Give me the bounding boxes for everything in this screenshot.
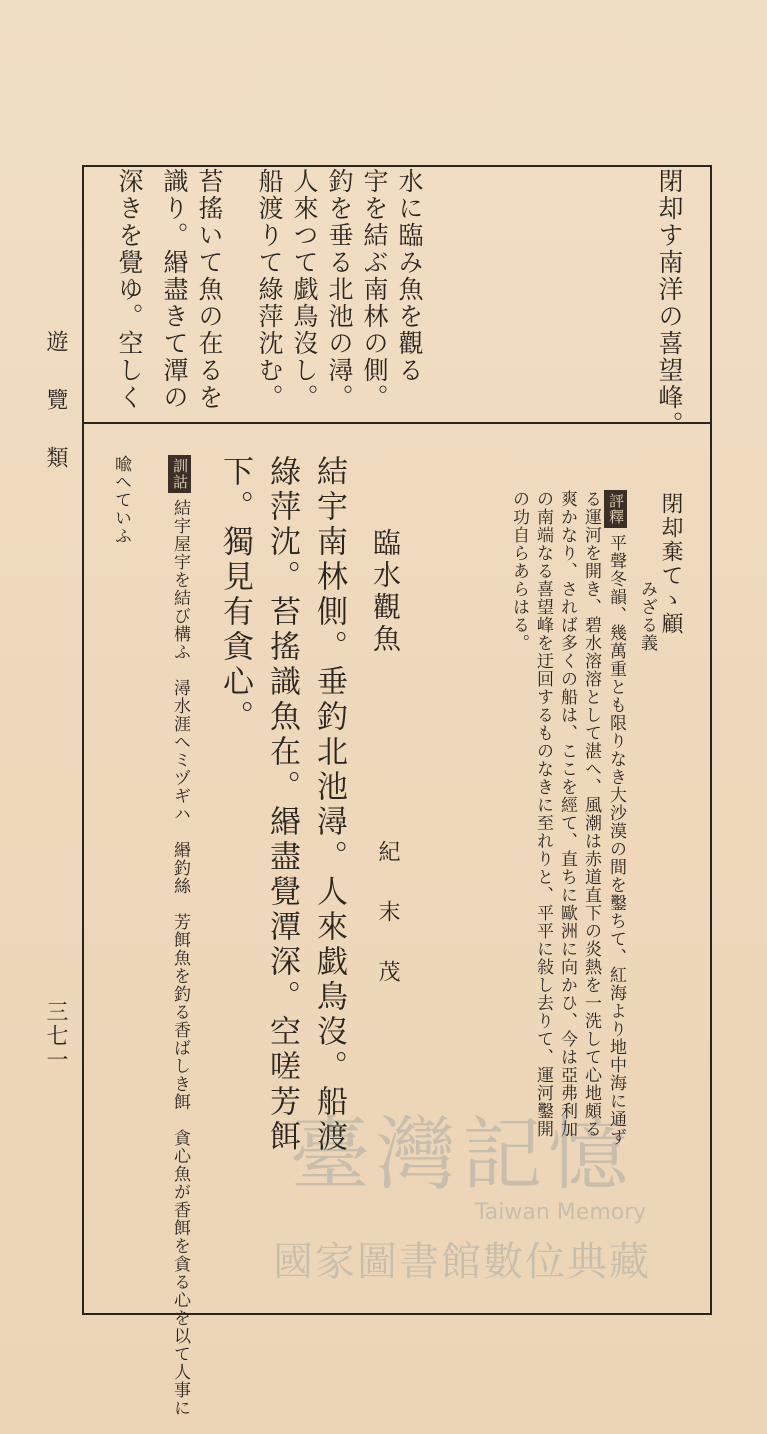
top-cell-line: 船渡りて綠萍沈む。 xyxy=(255,168,284,411)
note-head: 閉却棄てゝ顧 xyxy=(658,492,683,636)
commentary-line-1: 評釋平聲冬韻、幾萬重とも限りなき大沙漠の間を鑿ちて、紅海より地中海に通ず xyxy=(604,490,627,1146)
poem-line: 結宇南林側。垂釣北池潯。人來戯鳥沒。船渡 xyxy=(311,455,347,1155)
top-cell-line: 苔搖いて魚の在るを xyxy=(195,168,224,411)
commentary-line: の南端なる喜望峰を迂回するものなきに至れりと、平平に敍し去りて、運河鑿開 xyxy=(533,490,553,1138)
top-cell-line: 識り。緡盡きて潭の xyxy=(160,168,189,411)
watermark-subtitle: 國家圖書館數位典藏 xyxy=(273,1239,651,1285)
top-cell-line: 水に臨み魚を觀る xyxy=(395,168,424,384)
top-cell-line: 宇を結ぶ南林の側。 xyxy=(360,168,389,411)
top-cell-line: 人來つて戯鳥沒し。 xyxy=(290,168,319,411)
poem-author: 紀 末 茂 xyxy=(375,840,400,990)
glossary-tag: 訓詁 xyxy=(168,455,191,493)
running-title: 遊覽類 xyxy=(43,330,68,504)
watermark xyxy=(255,1090,725,1320)
watermark-english: Taiwan Memory xyxy=(475,1200,647,1225)
poem-title: 臨水觀魚 xyxy=(369,528,402,656)
note-head-sub: みざる義 xyxy=(637,580,657,652)
watermark-title: 臺灣記憶 xyxy=(290,1108,634,1201)
poem-line: 綠萍沈。苔搖識魚在。緡盡覺潭深。空嗟芳餌 xyxy=(264,455,300,1155)
glossary-line: 喩へていふ xyxy=(111,455,131,545)
frame-divider xyxy=(82,422,712,424)
top-cell-line: 深きを覺ゆ。空しく xyxy=(115,168,144,411)
poem-line: 下。獨見有貪心。 xyxy=(217,455,253,735)
commentary-tag: 評釋 xyxy=(604,490,627,528)
top-cell-line: 閉却す南洋の喜望峰。 xyxy=(655,168,684,438)
glossary-line-1: 訓詁結宇屋宇を結び構ふ 潯水涯へミヅギハ 緡釣絲 芳餌魚を釣る香ばしき餌 貪心魚が香餌を貪る心を以て人事に xyxy=(168,455,191,1417)
commentary-line: る運河を開き、碧水溶溶として湛へ、風潮は赤道直下の炎熱を一洗して心地頗る xyxy=(581,490,601,1138)
page-number: 三七一 xyxy=(43,1000,68,1072)
top-cell-line: 釣を垂る北池の潯。 xyxy=(325,168,354,411)
commentary-line: の功自らあらはる。 xyxy=(509,490,529,652)
commentary-line: 爽かなり、されば多くの船は、ここを經て、直ちに歐洲に向かひ、今は亞弗利加 xyxy=(557,490,577,1138)
